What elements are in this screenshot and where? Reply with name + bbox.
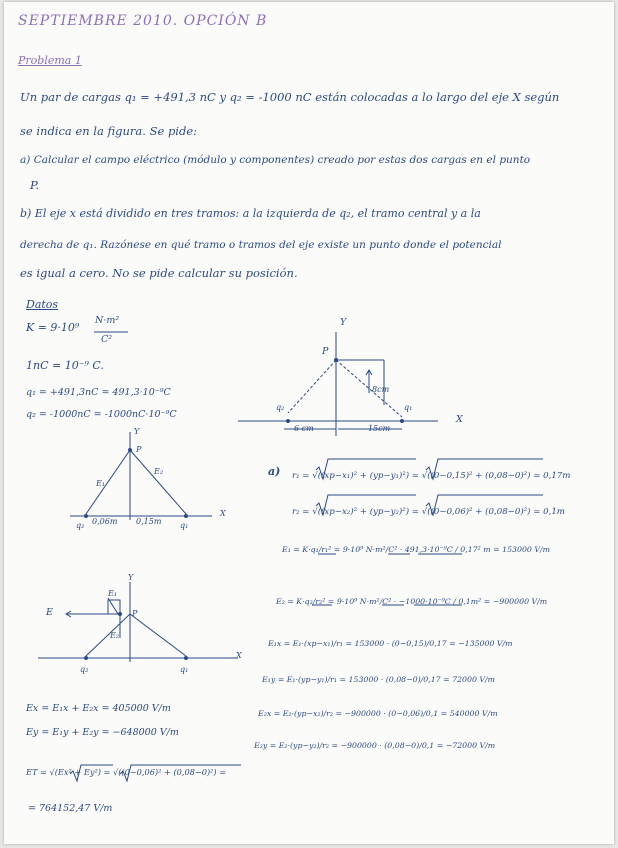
statement-line-7: es igual a cero. No se pide calcular su posición. xyxy=(20,266,298,280)
page-title: SEPTIEMBRE 2010. OPCIÓN B xyxy=(18,13,268,29)
top-height-label: 8cm xyxy=(372,385,390,394)
mid-line-right xyxy=(130,450,186,514)
e1x-equation: E₁x = E₁·(xp−x₁)/r₁ = 153000 · (0−0,15)/0,17 = −135000 V/m xyxy=(268,639,513,648)
part-a-label: a) xyxy=(268,465,281,478)
e2y-equation: E₂y = E₂·(yp−y₂)/r₂ = −900000 · (0,08−0)/0,1 = −72000 V/m xyxy=(254,741,496,750)
top-x-label: X xyxy=(456,414,463,425)
top-p-dot xyxy=(334,358,338,362)
q1-value: q₁ = +491,3nC = 491,3·10⁻⁹C xyxy=(26,387,171,398)
problem-heading: Problema 1 xyxy=(18,54,82,67)
mid-p-label: P xyxy=(136,445,142,454)
e1y-equation: E₁y = E₁·(yp−y₁)/r₁ = 153000 · (0,08−0)/0,17 = 72000 V/m xyxy=(262,675,496,684)
top-p-label: P xyxy=(322,346,329,357)
bottom-line-left xyxy=(86,614,130,656)
statement-line-2: se indica en la figura. Se pide: xyxy=(20,124,198,138)
bottom-e-label: E xyxy=(46,607,53,618)
top-q1-dot xyxy=(400,419,404,423)
bottom-y-label: Y xyxy=(128,573,134,582)
mid-y-label: Y xyxy=(134,427,140,436)
bottom-q1-label: q₁ xyxy=(180,665,189,674)
bottom-q1-dot xyxy=(184,656,188,660)
top-q2-dot xyxy=(286,419,290,423)
mid-r1-label: E₁ xyxy=(96,479,106,488)
ey-sum: Ey = E₁y + E₂y = −648000 V/m xyxy=(26,727,179,738)
mid-x-label: X xyxy=(220,509,226,518)
mid-q2-dot xyxy=(84,514,88,518)
top-q2-label: q₂ xyxy=(276,403,285,412)
k-constant: K = 9·10⁹ xyxy=(26,321,80,334)
e2x-equation: E₂x = E₂·(yp−x₂)/r₂ = −900000 · (0−0,06)/0,1 = 540000 V/m xyxy=(258,709,498,718)
et-equation: ET = √(Ex² + Ey²) = √((0−0,06)² + (0,08−0)²) = xyxy=(26,767,227,777)
mid-q1-dot xyxy=(184,514,188,518)
mid-q1-label: q₁ xyxy=(180,521,189,530)
bottom-e1-label: E₁ xyxy=(108,589,118,598)
bottom-p-label: P xyxy=(132,609,138,618)
e2-equation: E₂ = K·q₂/r₂² = 9·10⁹ N·m²/C² · −1000·10⁻⁹C / 0,1m² = −900000 V/m xyxy=(276,597,548,606)
bottom-q2-dot xyxy=(84,656,88,660)
final-result: = 764152,47 V/m xyxy=(28,803,113,814)
statement-line-3: a) Calcular el campo eléctrico (módulo y componentes) creado por estas dos cargas en el punto xyxy=(20,154,531,166)
bottom-q2-label: q₂ xyxy=(80,665,89,674)
statement-line-4: P. xyxy=(30,178,40,192)
data-heading: Datos xyxy=(26,298,59,311)
mid-r2-label: E₂ xyxy=(154,467,164,476)
statement-line-1: Un par de cargas q₁ = +491,3 nC y q₂ = -1000 nC están colocadas a lo largo del eje X según xyxy=(20,90,560,104)
top-dashed-left xyxy=(288,360,336,413)
top-left-distance: 6 cm xyxy=(294,424,314,433)
e1-equation: E₁ = K·q₁/r₁² = 9·10⁹ N·m²/C² · 491,3·10⁻⁹C / 0,17² m = 153000 V/m xyxy=(282,545,551,554)
mid-q2-label: q₂ xyxy=(76,521,85,530)
mid-right-distance: 0,15m xyxy=(136,517,162,526)
top-q1-label: q₁ xyxy=(404,403,413,412)
top-y-label: Y xyxy=(340,317,347,328)
k-units-denominator: C² xyxy=(101,334,113,345)
bottom-p-dot xyxy=(118,612,122,616)
ex-sum: Ex = E₁x + E₂x = 405000 V/m xyxy=(26,703,171,714)
r1-equation: r₁ = √((xp−x₁)² + (yp−y₁)²) = √((0−0,15)² + (0,08−0)²) = 0,17m xyxy=(292,471,571,481)
q2-value: q₂ = -1000nC = -1000nC·10⁻⁹C xyxy=(26,409,177,420)
k-units-numerator: N·m² xyxy=(95,315,120,326)
bottom-e2-label: E₂ xyxy=(110,631,120,640)
mid-line-left xyxy=(86,450,130,514)
mid-left-distance: 0,06m xyxy=(92,517,118,526)
bottom-x-label: X xyxy=(236,651,242,660)
r2-equation: r₂ = √((xp−x₂)² + (yp−y₂)²) = √((0−0,06)² + (0,08−0)²) = 0,1m xyxy=(292,507,565,517)
bottom-line-right xyxy=(130,614,186,656)
top-right-distance: 15cm xyxy=(368,424,391,433)
nanocoulomb-conversion: 1nC = 10⁻⁹ C. xyxy=(26,359,104,372)
statement-line-6: derecha de q₁. Razónese en qué tramo o tramos del eje existe un punto donde el potencial xyxy=(20,239,502,251)
mid-p-dot xyxy=(128,448,132,452)
statement-line-5: b) El eje x está dividido en tres tramos: a la izquierda de q₂, el tramo central y a la xyxy=(20,207,481,220)
